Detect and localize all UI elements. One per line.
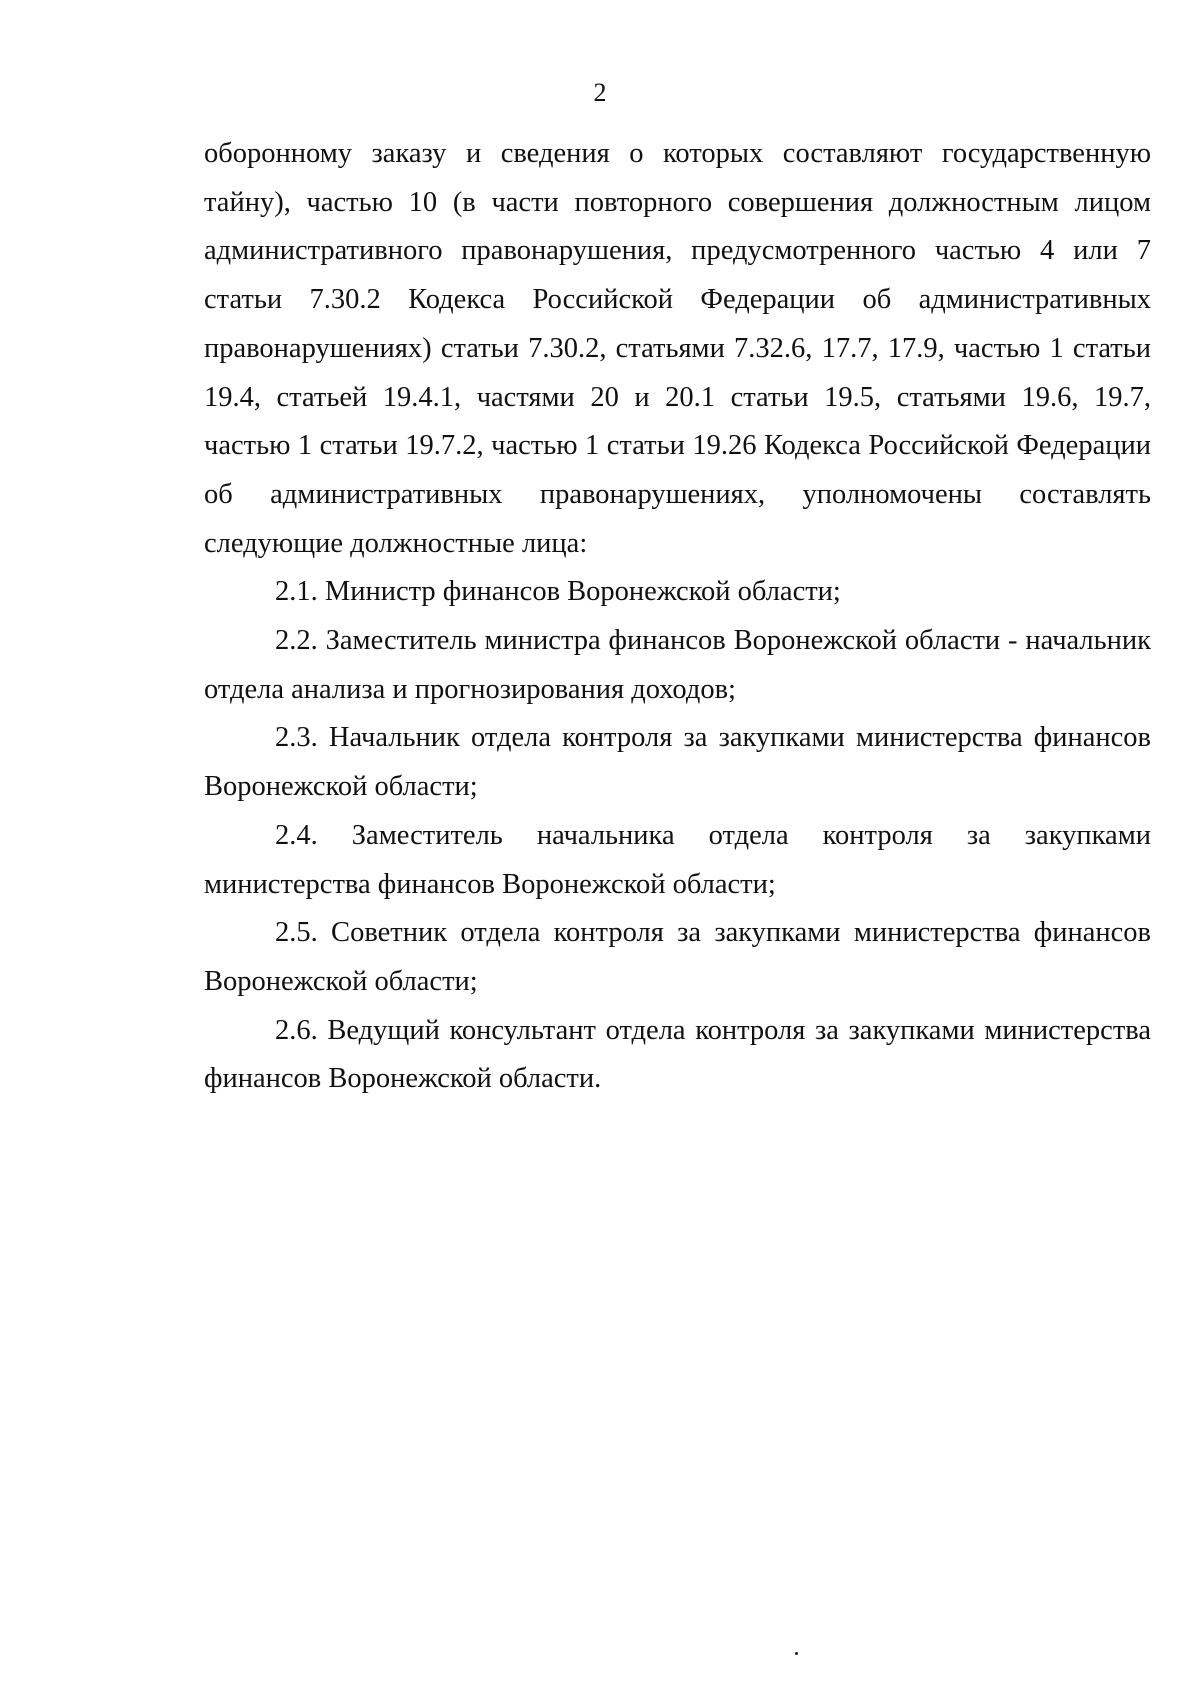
- list-item-2-5: 2.5. Советник отдела контроля за закупками министерства финансов Воронежской области;: [204, 917, 1151, 997]
- list-item-2-2: 2.2. Заместитель министра финансов Воронежской области - начальник отдела анализа и прогнозирования доходов;: [204, 625, 1151, 705]
- list-item-2-1: 2.1. Министр финансов Воронежской области;: [275, 576, 841, 608]
- paragraph-continuation: оборонному заказу и сведения о которых составляют государственную тайну), частью 10 (в части повторного совершения должностным лицом административного правонарушения, предусмотренного частью 4 или 7 статьи 7.30.2 Кодекса Российской Федерации об административных правонарушениях) статьи 7.30.2, статьями 7.32.6, 17.7, 17.9, частью 1 статьи 19.4, статьей 19.4.1, частями 20 и 20.1 статьи 19.5, статьями 19.6, 19.7, частью 1 статьи 19.7.2, частью 1 статьи 19.26 Кодекса Российской Федерации об административных правонарушениях, уполномочены составлять следующие должностные лица:: [204, 138, 1151, 559]
- document-body: [204, 130, 1151, 1104]
- list-item-2-4: 2.4. Заместитель начальника отдела контроля за закупками министерства финансов Воронежской области;: [204, 819, 1151, 900]
- list-item-2-6: 2.6. Ведущий консультант отдела контроля за закупками министерства финансов Воронежской области.: [204, 1014, 1151, 1095]
- scan-speck: [795, 1652, 798, 1655]
- list-item-2-3: 2.3. Начальник отдела контроля за закупками министерства финансов Воронежской области;: [204, 722, 1151, 803]
- page-number: 2: [593, 78, 607, 107]
